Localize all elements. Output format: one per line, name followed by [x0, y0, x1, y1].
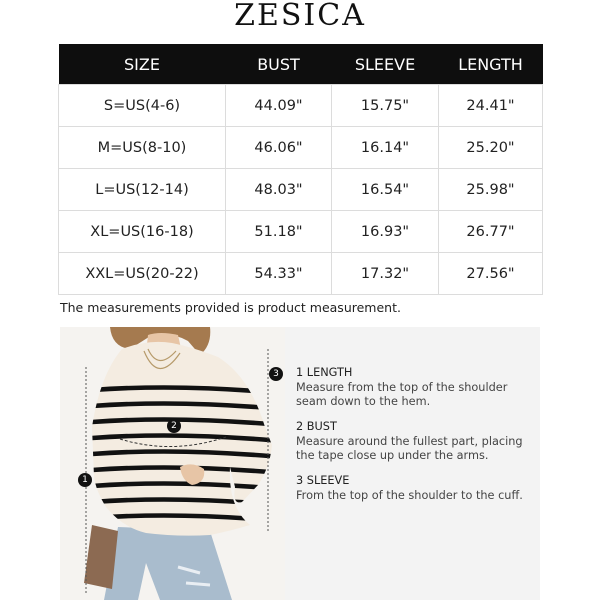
measurement-note: The measurements provided is product measurement.: [60, 300, 401, 315]
guide-sleeve-desc: From the top of the shoulder to the cuff.: [296, 488, 523, 502]
sleeve-cell: 16.14": [332, 127, 439, 169]
guide-bust-title: 2 BUST: [296, 420, 337, 433]
table-row: [59, 127, 543, 169]
table-row: [59, 253, 543, 295]
marker-length: 1: [78, 473, 92, 487]
guide-sleeve-title: 3 SLEEVE: [296, 474, 350, 487]
measurement-guide: [285, 327, 540, 600]
length-cell: 26.77": [439, 211, 543, 253]
sleeve-cell: 17.32": [332, 253, 439, 295]
size-cell: L=US(12-14): [59, 169, 226, 211]
brand-logo: ZESICA: [234, 0, 366, 33]
length-cell: 25.20": [439, 127, 543, 169]
marker-bust: 2: [167, 419, 181, 433]
guide-length-desc: Measure from the top of the shoulder seam down to the hem.: [296, 380, 508, 408]
sleeve-cell: 16.54": [332, 169, 439, 211]
size-cell: S=US(4-6): [59, 85, 226, 127]
length-cell: 25.98": [439, 169, 543, 211]
model-photo: [60, 327, 285, 600]
size-cell: XXL=US(20-22): [59, 253, 226, 295]
header-length: LENGTH: [439, 44, 543, 85]
bust-cell: 46.06": [226, 127, 332, 169]
sleeve-cell: 15.75": [332, 85, 439, 127]
guide-bust-desc: Measure around the fullest part, placing the tape close up under the arms.: [296, 434, 523, 462]
header-sleeve: SLEEVE: [332, 44, 439, 85]
bust-cell: 48.03": [226, 169, 332, 211]
size-chart-table: [58, 44, 543, 295]
bust-cell: 51.18": [226, 211, 332, 253]
size-cell: M=US(8-10): [59, 127, 226, 169]
table-row: [59, 85, 543, 127]
length-cell: 24.41": [439, 85, 543, 127]
sweater-illustration: [60, 327, 285, 600]
table-row: [59, 211, 543, 253]
guide-bust: [296, 420, 526, 464]
guide-length-title: 1 LENGTH: [296, 366, 353, 379]
table-row: [59, 169, 543, 211]
guide-sleeve: [296, 474, 534, 503]
sleeve-cell: 16.93": [332, 211, 439, 253]
header-size: SIZE: [59, 44, 226, 85]
length-cell: 27.56": [439, 253, 543, 295]
table-header-row: [59, 44, 543, 85]
guide-length: [296, 366, 524, 410]
bust-cell: 44.09": [226, 85, 332, 127]
marker-sleeve: 3: [269, 367, 283, 381]
header-bust: BUST: [226, 44, 332, 85]
bust-cell: 54.33": [226, 253, 332, 295]
size-cell: XL=US(16-18): [59, 211, 226, 253]
